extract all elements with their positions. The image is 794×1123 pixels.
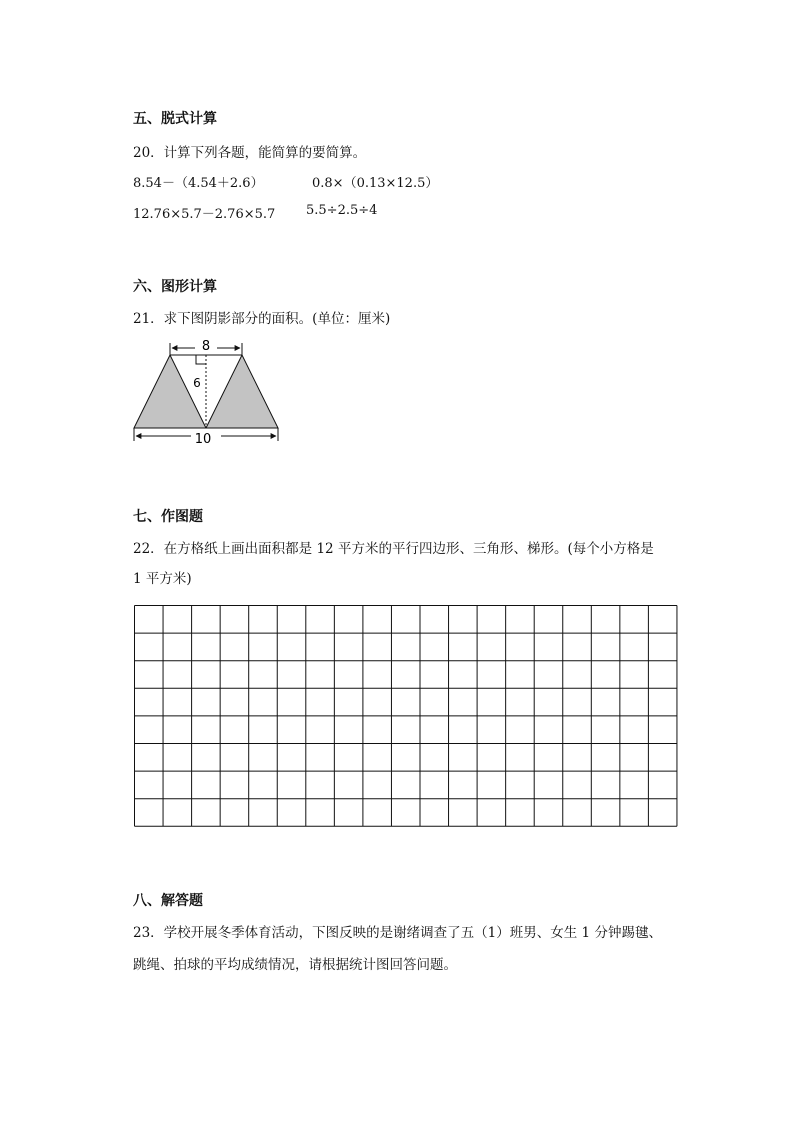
height-label: 6 [193,376,201,390]
section-8-heading: 八、解答题 [133,893,203,909]
section-6-heading: 六、图形计算 [133,279,217,295]
bottom-length-label: 10 [194,432,212,447]
grid-paper[interactable] [134,605,678,828]
right-shaded-triangle [206,355,278,428]
q22-prompt-line2: 1 平方米) [133,571,192,587]
section-7-heading: 七、作图题 [133,509,203,525]
q20-prompt: 20．计算下列各题，能简算的要简算。 [133,145,367,161]
left-shaded-triangle [134,355,206,428]
right-angle-mark [196,355,206,364]
q23-prompt-line2: 跳绳、拍球的平均成绩情况，请根据统计图回答问题。 [133,957,457,973]
section-5-heading: 五、脱式计算 [133,111,217,127]
q21-figure [125,335,290,450]
q21-prompt: 21．求下图阴影部分的面积。(单位：厘米) [133,311,391,327]
q20-expr-1: 8.54－（4.54＋2.6） [133,176,264,191]
q20-expr-2: 0.8×（0.13×12.5） [312,176,439,191]
q23-prompt-line1: 23．学校开展冬季体育活动，下图反映的是谢绪调查了五（1）班男、女生 1 分钟踢毽、 [133,925,662,941]
q22-prompt-line1: 22．在方格纸上画出面积都是 12 平方米的平行四边形、三角形、梯形。(每个小方格是 [133,541,654,557]
q20-expr-3: 12.76×5.7－2.76×5.7 [133,207,276,222]
q20-expr-4: 5.5÷2.5÷4 [306,203,378,218]
top-length-label: 8 [201,339,211,354]
